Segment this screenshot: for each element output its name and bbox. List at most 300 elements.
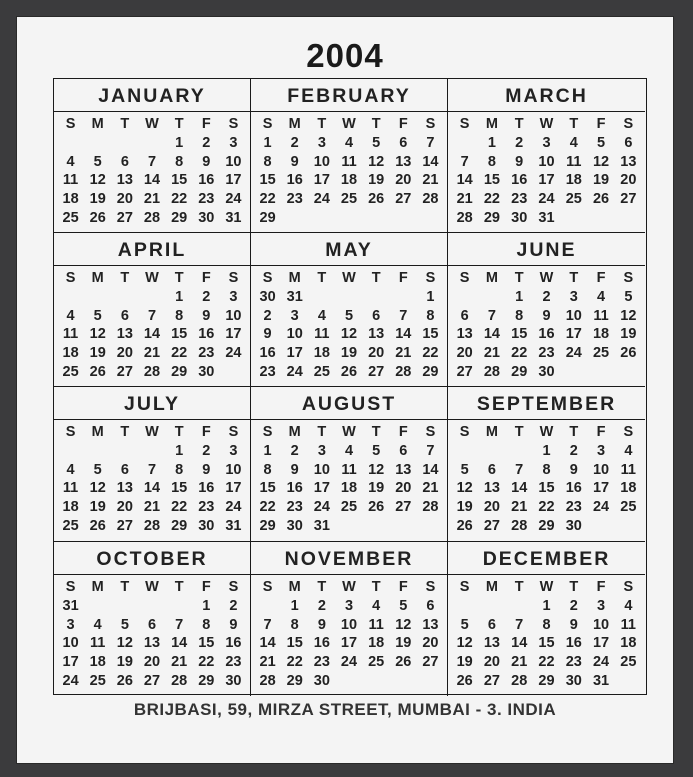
day-cell: 4: [344, 134, 354, 151]
weekday-header: W: [539, 116, 554, 132]
weekday-header: F: [596, 116, 606, 132]
day-cell: 17: [565, 326, 582, 343]
day-cell: 8: [263, 153, 272, 170]
day-cell: 30: [313, 672, 330, 689]
day-cell: 2: [290, 442, 299, 459]
day-cell: [417, 517, 444, 536]
day-cell: 11: [62, 480, 79, 497]
day-cell: 20: [395, 480, 412, 497]
day-cell: 20: [368, 345, 385, 362]
day-grid: [251, 112, 447, 228]
day-cell: [390, 288, 417, 307]
day-cell: 2: [202, 288, 211, 305]
day-cell: 4: [66, 153, 75, 170]
day-cell: 21: [395, 345, 412, 362]
day-cell: 30: [225, 672, 242, 689]
day-cell: 19: [368, 480, 385, 497]
weekday-header: M: [91, 424, 104, 440]
day-cell: 18: [89, 654, 106, 671]
day-cell: 15: [259, 480, 276, 497]
day-cell: [335, 517, 362, 536]
day-cell: 19: [368, 172, 385, 189]
day-cell: 29: [198, 672, 215, 689]
day-cell: 1: [542, 442, 551, 459]
day-cell: 27: [143, 672, 161, 689]
weekday-header: S: [425, 579, 436, 595]
day-cell: 4: [597, 288, 606, 305]
month-january: [54, 79, 251, 233]
day-cell: 3: [229, 134, 238, 151]
day-cell: [335, 288, 362, 307]
day-cell: 6: [399, 442, 408, 459]
day-cell: 30: [538, 363, 555, 380]
day-cell: 15: [259, 172, 276, 189]
day-cell: 10: [592, 461, 610, 478]
weekday-header: T: [174, 424, 184, 440]
day-cell: [111, 288, 138, 307]
day-cell: 15: [171, 172, 188, 189]
day-cell: 3: [229, 442, 238, 459]
day-cell: [478, 288, 505, 307]
day-cell: 7: [263, 616, 272, 633]
day-cell: 26: [116, 672, 133, 689]
day-cell: 27: [483, 672, 500, 689]
day-cell: [363, 288, 390, 307]
weekday-header: S: [262, 424, 273, 440]
day-cell: [560, 363, 587, 382]
day-cell: [363, 672, 390, 691]
day-cell: 18: [313, 345, 330, 362]
day-cell: 7: [147, 307, 157, 324]
day-cell: 15: [538, 480, 555, 497]
day-cell: [587, 517, 614, 536]
day-cell: 5: [344, 307, 354, 324]
day-cell: 11: [62, 326, 79, 343]
day-cell: 23: [286, 191, 303, 208]
day-cell: 14: [143, 172, 161, 189]
day-cell: 30: [565, 517, 582, 534]
day-cell: 23: [259, 363, 276, 380]
day-cell: 6: [147, 616, 157, 633]
day-cell: 25: [592, 345, 610, 362]
day-cell: 22: [259, 499, 276, 516]
month-name: SEPTEMBER: [448, 387, 645, 420]
weekday-header: S: [425, 270, 436, 286]
weekday-header: T: [120, 579, 130, 595]
day-cell: 27: [483, 517, 500, 534]
day-cell: 31: [538, 209, 555, 226]
day-cell: 28: [511, 672, 528, 689]
day-cell: [506, 597, 533, 616]
day-cell: [84, 288, 111, 307]
day-cell: 13: [116, 172, 133, 189]
day-cell: 9: [542, 307, 551, 324]
day-cell: 22: [422, 345, 439, 362]
day-cell: [451, 288, 478, 307]
day-cell: 9: [515, 153, 524, 170]
day-cell: 18: [340, 480, 358, 497]
day-cell: 14: [259, 635, 276, 652]
day-cell: 28: [171, 672, 188, 689]
day-cell: [57, 288, 84, 307]
day-cell: 29: [171, 363, 188, 380]
day-cell: 8: [175, 153, 184, 170]
month-february: [251, 79, 448, 233]
weekday-header: T: [371, 116, 381, 132]
weekday-header: S: [623, 424, 634, 440]
month-name: DECEMBER: [448, 542, 645, 575]
day-cell: 14: [422, 153, 439, 170]
day-cell: 25: [313, 363, 330, 380]
day-cell: [478, 442, 505, 461]
day-grid: [251, 420, 447, 536]
day-cell: 24: [286, 363, 303, 380]
day-cell: 10: [538, 153, 555, 170]
day-cell: 18: [62, 191, 79, 208]
weekday-header: M: [288, 579, 301, 595]
weekday-header: W: [145, 424, 159, 440]
month-march: [448, 79, 645, 233]
day-cell: 7: [487, 307, 496, 324]
day-cell: 19: [395, 635, 412, 652]
day-cell: 3: [542, 134, 551, 151]
month-name: JUNE: [448, 233, 645, 266]
day-cell: 12: [89, 480, 106, 497]
day-cell: 6: [372, 307, 381, 324]
day-cell: 23: [225, 654, 242, 671]
weekday-header: M: [485, 579, 498, 595]
weekday-header: T: [514, 579, 524, 595]
day-cell: [254, 597, 281, 616]
day-cell: 2: [569, 442, 578, 459]
weekday-header: W: [539, 579, 554, 595]
day-cell: 4: [344, 442, 354, 459]
day-cell: 11: [368, 616, 384, 633]
day-cell: 15: [286, 635, 303, 652]
day-cell: 14: [143, 480, 161, 497]
day-cell: 9: [202, 307, 211, 324]
day-cell: 1: [175, 442, 184, 459]
day-cell: 13: [143, 635, 161, 652]
day-cell: 28: [143, 209, 161, 226]
day-grid: [448, 420, 645, 536]
day-cell: [335, 209, 362, 228]
day-cell: 28: [456, 209, 473, 226]
weekday-header: S: [65, 579, 76, 595]
day-cell: 15: [511, 326, 528, 343]
day-cell: 30: [286, 517, 303, 534]
day-cell: 26: [368, 191, 385, 208]
day-cell: [451, 442, 478, 461]
day-cell: [138, 442, 165, 461]
day-cell: 30: [511, 209, 528, 226]
day-cell: 1: [202, 597, 211, 614]
weekday-header: F: [398, 116, 408, 132]
day-cell: 16: [538, 326, 555, 343]
day-cell: 17: [286, 345, 303, 362]
weekday-header: S: [65, 116, 76, 132]
day-cell: 14: [511, 635, 528, 652]
day-cell: 21: [456, 191, 473, 208]
day-cell: 3: [66, 616, 75, 633]
month-name: JANUARY: [54, 79, 250, 112]
weekday-header: W: [342, 116, 356, 132]
day-cell: 20: [422, 635, 439, 652]
day-cell: [615, 517, 642, 536]
day-cell: 24: [225, 499, 242, 516]
day-cell: 18: [62, 499, 79, 516]
day-cell: 20: [483, 499, 500, 516]
day-cell: 16: [225, 635, 242, 652]
day-cell: 12: [395, 616, 412, 633]
day-cell: 2: [515, 134, 524, 151]
day-cell: 1: [487, 134, 496, 151]
day-cell: 16: [313, 635, 330, 652]
day-cell: 3: [597, 597, 606, 614]
month-april: [54, 233, 251, 387]
day-cell: 8: [487, 153, 496, 170]
day-cell: 30: [198, 517, 215, 534]
day-cell: 11: [620, 616, 637, 633]
weekday-header: T: [174, 270, 184, 286]
day-cell: 29: [483, 209, 500, 226]
weekday-header: T: [569, 116, 579, 132]
day-cell: 10: [565, 307, 582, 324]
day-cell: 17: [62, 654, 79, 671]
day-cell: 5: [372, 442, 381, 459]
weekday-header: T: [120, 116, 130, 132]
day-cell: 15: [483, 172, 500, 189]
day-cell: 2: [229, 597, 238, 614]
day-cell: 12: [620, 307, 637, 324]
day-cell: 29: [259, 517, 276, 534]
day-cell: 21: [171, 654, 188, 671]
day-cell: 21: [259, 654, 276, 671]
month-name: FEBRUARY: [251, 79, 447, 112]
day-grid: [448, 266, 645, 382]
weekday-header: F: [596, 270, 606, 286]
day-cell: 22: [511, 345, 528, 362]
day-cell: 27: [395, 499, 412, 516]
day-cell: 27: [620, 191, 637, 208]
month-name: AUGUST: [251, 387, 447, 420]
day-cell: 28: [259, 672, 276, 689]
day-cell: 7: [515, 616, 524, 633]
day-cell: 13: [395, 461, 412, 478]
day-cell: 12: [456, 635, 473, 652]
day-cell: 23: [565, 654, 582, 671]
day-cell: 7: [147, 461, 157, 478]
day-cell: 20: [116, 191, 133, 208]
day-cell: 17: [313, 172, 330, 189]
weekday-header: W: [145, 579, 159, 595]
day-cell: 9: [202, 153, 211, 170]
day-cell: [560, 209, 587, 228]
day-cell: 14: [511, 480, 528, 497]
weekday-header: S: [228, 270, 239, 286]
day-cell: 23: [286, 499, 303, 516]
year-title: 2004: [306, 37, 384, 74]
day-cell: 16: [511, 172, 528, 189]
day-cell: 11: [341, 461, 357, 478]
day-cell: 1: [515, 288, 524, 305]
day-cell: 10: [313, 153, 330, 170]
day-cell: 3: [317, 134, 326, 151]
day-cell: 19: [592, 172, 610, 189]
day-cell: 10: [340, 616, 358, 633]
day-cell: 26: [89, 363, 106, 380]
day-cell: 4: [372, 597, 381, 614]
day-cell: 22: [198, 654, 215, 671]
day-cell: 7: [175, 616, 184, 633]
month-september: [448, 387, 645, 542]
weekday-header: T: [174, 579, 184, 595]
day-cell: 17: [225, 326, 242, 343]
day-cell: 20: [483, 654, 500, 671]
day-grid: [54, 266, 250, 382]
weekday-header: S: [623, 579, 634, 595]
day-cell: 5: [120, 616, 129, 633]
day-cell: 8: [263, 461, 272, 478]
day-cell: 15: [422, 326, 439, 343]
weekday-header: S: [459, 579, 470, 595]
weekday-header: S: [65, 424, 76, 440]
day-cell: 17: [592, 635, 610, 652]
weekday-header: F: [398, 579, 408, 595]
day-cell: 16: [259, 345, 276, 362]
day-cell: 13: [456, 326, 473, 343]
day-cell: 2: [202, 134, 211, 151]
month-name: OCTOBER: [54, 542, 250, 575]
weekday-header: M: [288, 270, 301, 286]
day-cell: 27: [395, 191, 412, 208]
day-cell: 24: [62, 672, 79, 689]
day-cell: 8: [542, 616, 551, 633]
day-cell: 12: [89, 172, 106, 189]
day-cell: 12: [89, 326, 106, 343]
day-cell: 29: [171, 517, 188, 534]
publisher-footer: BRIJBASI, 59, MIRZA STREET, MUMBAI - 3. INDIA: [133, 700, 557, 719]
weekday-header: S: [623, 116, 634, 132]
day-cell: 4: [624, 442, 633, 459]
day-cell: 10: [225, 153, 242, 170]
day-cell: 26: [368, 499, 385, 516]
day-cell: 11: [620, 461, 637, 478]
day-cell: 3: [597, 442, 606, 459]
weekday-header: W: [342, 270, 356, 286]
weekday-header: F: [201, 424, 211, 440]
day-cell: 1: [175, 134, 184, 151]
day-cell: 5: [460, 461, 469, 478]
day-cell: 31: [592, 672, 610, 689]
day-cell: 28: [483, 363, 500, 380]
day-cell: 18: [368, 635, 385, 652]
day-cell: 8: [290, 616, 299, 633]
weekday-header: T: [569, 424, 579, 440]
day-cell: 11: [341, 153, 357, 170]
month-december: [448, 542, 645, 696]
weekday-header: F: [201, 270, 211, 286]
day-cell: [417, 672, 444, 691]
weekday-header: T: [371, 579, 381, 595]
day-cell: 1: [175, 288, 184, 305]
day-cell: 30: [198, 363, 215, 380]
weekday-header: T: [371, 270, 381, 286]
weekday-header: F: [596, 579, 606, 595]
day-cell: 25: [62, 363, 79, 380]
day-cell: 7: [399, 307, 408, 324]
day-cell: [57, 442, 84, 461]
months-grid: [53, 78, 647, 695]
day-cell: 13: [395, 153, 412, 170]
weekday-header: T: [317, 424, 327, 440]
day-cell: 16: [198, 326, 215, 343]
day-cell: 17: [313, 480, 330, 497]
day-cell: 20: [116, 345, 133, 362]
day-cell: 6: [120, 307, 129, 324]
day-cell: 30: [198, 209, 215, 226]
day-cell: 4: [569, 134, 578, 151]
weekday-header: S: [262, 579, 273, 595]
day-cell: 19: [89, 345, 106, 362]
day-grid: [448, 112, 645, 228]
day-cell: 18: [62, 345, 79, 362]
weekday-header: W: [539, 424, 554, 440]
day-cell: 11: [314, 326, 330, 343]
day-cell: 28: [395, 363, 412, 380]
day-cell: 21: [422, 172, 439, 189]
day-cell: 22: [171, 191, 188, 208]
day-cell: 1: [542, 597, 551, 614]
day-cell: 23: [511, 191, 528, 208]
day-cell: 2: [290, 134, 299, 151]
weekday-header: S: [459, 270, 470, 286]
weekday-header: M: [485, 424, 498, 440]
weekday-header: F: [201, 579, 211, 595]
weekday-header: T: [569, 579, 579, 595]
day-cell: 12: [340, 326, 358, 343]
month-may: [251, 233, 448, 387]
day-cell: 6: [487, 461, 496, 478]
weekday-header: T: [317, 270, 327, 286]
day-cell: 5: [93, 153, 102, 170]
weekday-header: T: [569, 270, 579, 286]
weekday-header: M: [485, 270, 498, 286]
day-cell: 22: [171, 345, 188, 362]
day-cell: 15: [171, 326, 188, 343]
day-cell: 25: [340, 499, 358, 516]
weekday-header: T: [514, 270, 524, 286]
day-cell: 12: [592, 153, 610, 170]
day-cell: 13: [116, 480, 133, 497]
day-cell: 10: [225, 307, 242, 324]
day-cell: 29: [511, 363, 528, 380]
day-cell: [506, 442, 533, 461]
day-cell: 31: [225, 517, 242, 534]
month-august: [251, 387, 448, 542]
day-cell: 2: [542, 288, 551, 305]
day-cell: 12: [368, 153, 385, 170]
weekday-header: S: [459, 424, 470, 440]
month-name: APRIL: [54, 233, 250, 266]
day-cell: 18: [592, 326, 610, 343]
day-grid: [448, 575, 645, 691]
day-cell: 28: [143, 363, 161, 380]
day-cell: [220, 363, 247, 382]
day-cell: 6: [624, 134, 633, 151]
weekday-header: F: [398, 270, 408, 286]
day-cell: 20: [456, 345, 473, 362]
